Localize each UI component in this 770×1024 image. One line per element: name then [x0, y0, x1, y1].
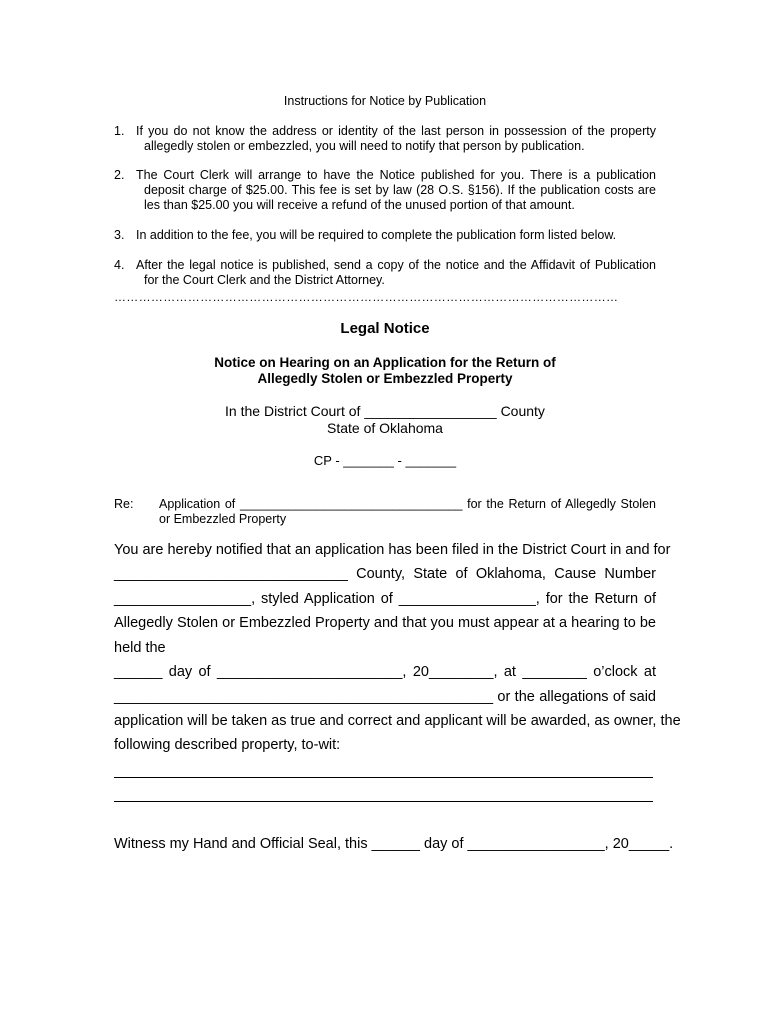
item-text: les than $25.00 you will receive a refund of the unused portion of that amount.	[144, 198, 575, 212]
re-text: Application of ________________________________ for the Return of Allegedly Stolen	[159, 497, 656, 511]
notice-body-line: _________________, styled Application of _________________, for the Return of	[114, 591, 656, 607]
notice-subheading: Notice on Hearing on an Application for the Return of	[214, 355, 556, 370]
notice-body-line: following described property, to-wit:	[114, 737, 341, 753]
property-blank-line	[114, 777, 653, 778]
notice-body-line: Allegedly Stolen or Embezzled Property and that you must appear at a hearing to be	[114, 615, 656, 631]
notice-body-line: application will be taken as true and correct and applicant will be awarded, as owner, the	[114, 713, 681, 729]
instructions-title: Instructions for Notice by Publication	[283, 94, 487, 108]
instruction-item-1	[114, 124, 656, 154]
re-label: Re:	[114, 497, 134, 511]
notice-body-line: You are hereby notified that an application has been filed in the District Court in and for	[114, 542, 671, 558]
witness-line: Witness my Hand and Official Seal, this ______ day of _________________, 20_____.	[114, 836, 674, 852]
item-text: allegedly stolen or embezzled, you will need to notify that person by publication.	[144, 139, 585, 153]
property-blank-line	[114, 801, 653, 802]
item-text: After the legal notice is published, send a copy of the notice and the Affidavit of Publication	[136, 258, 656, 272]
instruction-item-3	[114, 228, 656, 243]
instruction-item-4	[114, 258, 656, 288]
case-number: CP - _______ - _______	[313, 453, 457, 468]
item-text: The Court Clerk will arrange to have the Notice published for you. There is a publication	[136, 168, 656, 182]
notice-subheading: Allegedly Stolen or Embezzled Property	[257, 371, 513, 386]
notice-body-line: _______________________________________________ or the allegations of said	[114, 689, 656, 705]
notice-body-line: _____________________________ County, State of Oklahoma, Cause Number	[114, 566, 656, 582]
item-number: 2.	[114, 168, 125, 182]
instruction-item-2	[114, 168, 656, 213]
notice-body-line: held the	[114, 640, 166, 656]
item-number: 1.	[114, 124, 125, 138]
item-text: In addition to the fee, you will be required to complete the publication form listed below.	[136, 228, 617, 242]
dotted-separator: ……………………………………………………………………………………………………………	[114, 290, 619, 304]
item-number: 4.	[114, 258, 125, 272]
item-text: for the Court Clerk and the District Attorney.	[144, 273, 385, 287]
item-number: 3.	[114, 228, 125, 242]
court-line: In the District Court of _________________ County	[225, 403, 545, 419]
re-text: or Embezzled Property	[159, 512, 287, 526]
notice-body-line: ______ day of _______________________, 20________, at ________ o’clock at	[114, 664, 656, 680]
item-text: If you do not know the address or identity of the last person in possession of the property	[136, 124, 656, 138]
state-line: State of Oklahoma	[327, 420, 443, 436]
legal-notice-heading: Legal Notice	[340, 320, 430, 337]
item-text: deposit charge of $25.00. This fee is set by law (28 O.S. §156). If the publication costs are	[144, 183, 656, 197]
